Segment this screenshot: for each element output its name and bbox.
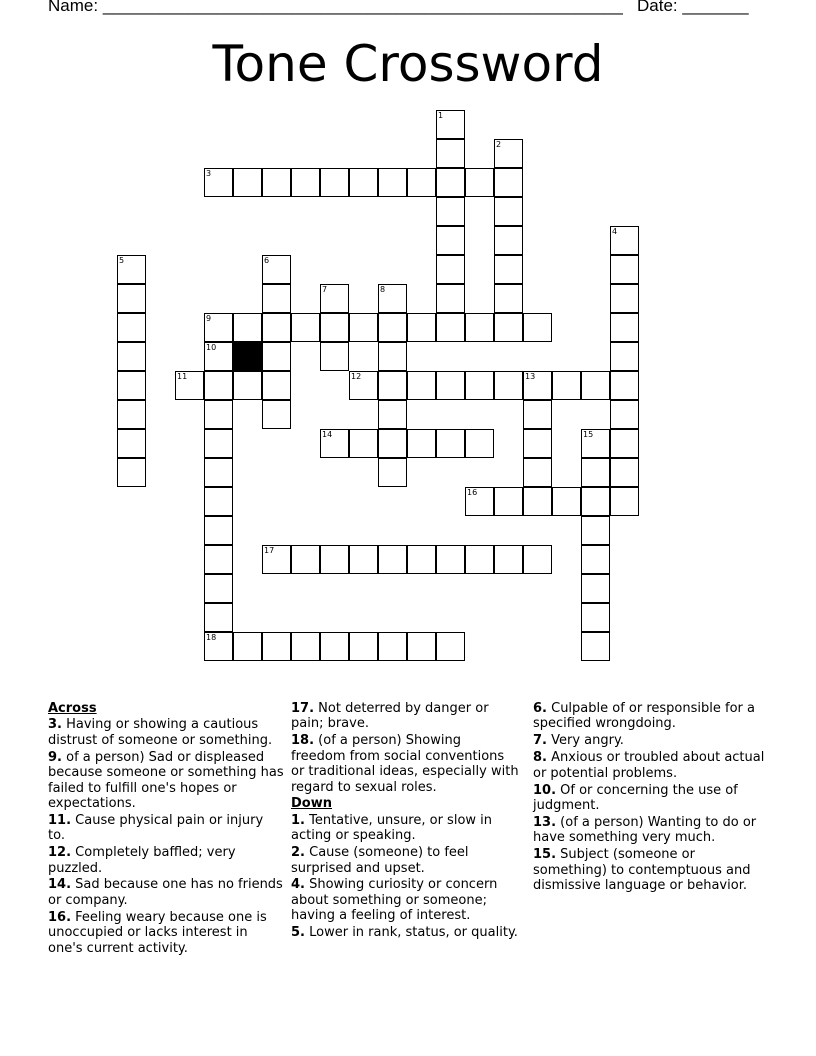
grid-cell[interactable]: [581, 574, 610, 603]
grid-cell[interactable]: [436, 545, 465, 574]
grid-cell[interactable]: [262, 284, 291, 313]
grid-cell[interactable]: [204, 545, 233, 574]
grid-cell[interactable]: [262, 255, 291, 284]
clue-number: 2.: [291, 845, 305, 861]
clues-column-3: [533, 701, 765, 895]
grid-cell[interactable]: [262, 632, 291, 661]
grid-cell[interactable]: [349, 632, 378, 661]
clue-text: Very angry.: [546, 733, 624, 749]
grid-cell[interactable]: [262, 313, 291, 342]
grid-cell[interactable]: [581, 371, 610, 400]
grid-cell[interactable]: [436, 371, 465, 400]
clue-item: [533, 733, 765, 748]
clue-item: [533, 701, 765, 732]
clue-item: [48, 717, 284, 748]
grid-cell[interactable]: [378, 342, 407, 371]
grid-cell[interactable]: [581, 429, 610, 458]
grid-cell[interactable]: [117, 284, 146, 313]
grid-block: [233, 342, 262, 371]
clue-text: Having or showing a cautious distrust of someone or something.: [48, 717, 273, 748]
grid-cell[interactable]: [204, 516, 233, 545]
grid-cell[interactable]: [494, 255, 523, 284]
clue-text: Tentative, unsure, or slow in acting or speaking.: [291, 812, 493, 844]
grid-cell[interactable]: [378, 458, 407, 487]
grid-cell[interactable]: [320, 429, 349, 458]
grid-cell[interactable]: [494, 313, 523, 342]
grid-cell[interactable]: [349, 429, 378, 458]
grid-cell[interactable]: [407, 429, 436, 458]
clue-number: 14.: [48, 877, 72, 893]
grid-cell[interactable]: [262, 371, 291, 400]
grid-cell[interactable]: [436, 429, 465, 458]
clue-text: Of or concerning the use of judgment.: [533, 782, 738, 813]
grid-cell[interactable]: [175, 371, 204, 400]
grid-cell[interactable]: [204, 313, 233, 342]
grid-cell[interactable]: [436, 632, 465, 661]
grid-cell[interactable]: [378, 545, 407, 574]
grid-cell[interactable]: [378, 371, 407, 400]
date-label: Date:: [637, 0, 678, 15]
clue-number-label: 15: [583, 430, 594, 439]
clue-number-label: 7: [322, 285, 328, 294]
clue-number: 3.: [48, 717, 62, 733]
grid-cell[interactable]: [610, 371, 639, 400]
grid-cell[interactable]: [494, 545, 523, 574]
grid-cell[interactable]: [233, 313, 262, 342]
grid-cell[interactable]: [378, 429, 407, 458]
clue-text: Cause (someone) to feel surprised and upset.: [291, 845, 469, 876]
grid-cell[interactable]: [262, 342, 291, 371]
clue-text: Showing curiosity or concern about something or someone; having a feeling of interest.: [291, 877, 498, 924]
grid-cell[interactable]: [204, 574, 233, 603]
grid-cell[interactable]: [610, 400, 639, 429]
grid-cell[interactable]: [291, 313, 320, 342]
grid-cell[interactable]: [581, 516, 610, 545]
grid-cell[interactable]: [610, 458, 639, 487]
clue-number-label: 13: [525, 372, 536, 381]
grid-cell[interactable]: [117, 371, 146, 400]
clue-number: 11.: [48, 812, 72, 828]
clue-number-label: 9: [206, 314, 212, 323]
clue-text: (of a person) Showing freedom from social conventions or traditional ideas, especially with regard to sexual roles.: [291, 733, 519, 795]
clue-text: Subject (someone or something) to contemptuous and dismissive language or behavior.: [533, 847, 751, 893]
grid-cell[interactable]: [117, 255, 146, 284]
grid-cell[interactable]: [494, 226, 523, 255]
clue-item: [533, 750, 765, 781]
clue-item: [291, 813, 519, 844]
grid-cell[interactable]: [436, 255, 465, 284]
clue-number: 5.: [291, 925, 305, 941]
grid-cell[interactable]: [407, 545, 436, 574]
grid-cell[interactable]: [378, 313, 407, 342]
grid-cell[interactable]: [581, 632, 610, 661]
clue-text: (of a person) Wanting to do or have something very much.: [533, 814, 757, 846]
clue-number-label: 5: [119, 256, 125, 265]
grid-cell[interactable]: [552, 487, 581, 516]
grid-cell[interactable]: [117, 342, 146, 371]
grid-cell[interactable]: [204, 603, 233, 632]
grid-cell[interactable]: [204, 168, 233, 197]
grid-cell[interactable]: [262, 168, 291, 197]
grid-cell[interactable]: [523, 371, 552, 400]
clue-number: 10.: [533, 782, 557, 798]
grid-cell[interactable]: [523, 400, 552, 429]
clue-item: [48, 813, 284, 844]
grid-cell[interactable]: [610, 255, 639, 284]
clue-number: 12.: [48, 845, 72, 861]
date-blank[interactable]: _______: [682, 0, 749, 15]
clue-number: 8.: [533, 750, 547, 766]
page-title: Tone Crossword: [212, 35, 604, 93]
grid-cell[interactable]: [320, 168, 349, 197]
clue-text: Lower in rank, status, or quality.: [304, 925, 518, 941]
grid-cell[interactable]: [378, 168, 407, 197]
grid-cell[interactable]: [436, 313, 465, 342]
clue-item: [48, 845, 284, 876]
grid-cell[interactable]: [436, 168, 465, 197]
grid-cell[interactable]: [523, 313, 552, 342]
across-heading: Across: [48, 701, 97, 716]
clue-number-label: 18: [206, 633, 217, 642]
grid-cell[interactable]: [117, 429, 146, 458]
clue-item: [533, 783, 765, 814]
grid-cell[interactable]: [436, 197, 465, 226]
clue-number: 17.: [291, 701, 315, 716]
grid-cell[interactable]: [262, 545, 291, 574]
clue-item: [291, 733, 519, 795]
clue-number-label: 17: [264, 546, 275, 555]
clue-number: 15.: [533, 847, 557, 863]
clue-item: [291, 701, 519, 732]
across-clue-list: [48, 717, 284, 956]
grid-cell[interactable]: [465, 487, 494, 516]
name-blank[interactable]: _______________________________________________________: [102, 0, 623, 15]
grid-cell[interactable]: [436, 110, 465, 139]
clue-item: [533, 815, 765, 846]
clue-number-label: 6: [264, 256, 270, 265]
grid-cell[interactable]: [552, 371, 581, 400]
clue-number: 13.: [533, 814, 557, 830]
grid-cell[interactable]: [581, 487, 610, 516]
grid-cell[interactable]: [494, 139, 523, 168]
grid-cell[interactable]: [291, 168, 320, 197]
grid-cell[interactable]: [233, 371, 262, 400]
grid-cell[interactable]: [204, 371, 233, 400]
down-heading: Down: [291, 796, 332, 812]
grid-cell[interactable]: [349, 168, 378, 197]
grid-cell[interactable]: [320, 313, 349, 342]
grid-cell[interactable]: [204, 400, 233, 429]
grid-cell[interactable]: [378, 632, 407, 661]
across-clue-list-continued: [291, 701, 519, 795]
clue-text: Culpable of or responsible for a specified wrongdoing.: [533, 701, 755, 732]
grid-cell[interactable]: [465, 371, 494, 400]
grid-cell[interactable]: [117, 313, 146, 342]
clue-number: 6.: [533, 701, 547, 716]
grid-cell[interactable]: [610, 487, 639, 516]
grid-cell[interactable]: [204, 487, 233, 516]
grid-cell[interactable]: [291, 545, 320, 574]
grid-cell[interactable]: [349, 545, 378, 574]
clue-number-label: 10: [206, 343, 217, 352]
grid-cell[interactable]: [407, 632, 436, 661]
grid-cell[interactable]: [523, 429, 552, 458]
grid-cell[interactable]: [610, 226, 639, 255]
grid-cell[interactable]: [349, 371, 378, 400]
grid-cell[interactable]: [407, 168, 436, 197]
grid-cell[interactable]: [581, 545, 610, 574]
grid-cell[interactable]: [465, 168, 494, 197]
grid-cell[interactable]: [436, 226, 465, 255]
clue-number: 4.: [291, 877, 305, 893]
clue-number-label: 2: [496, 140, 502, 149]
down-clue-list-continued: [533, 701, 765, 893]
grid-cell[interactable]: [610, 429, 639, 458]
grid-cell[interactable]: [204, 342, 233, 371]
clue-number: 18.: [291, 733, 315, 749]
grid-cell[interactable]: [407, 371, 436, 400]
clue-text: Anxious or troubled about actual or potential problems.: [533, 750, 765, 781]
down-clue-list: [291, 813, 519, 941]
clue-text: Feeling weary because one is unoccupied or lacks interest in one's current activity.: [48, 909, 267, 956]
grid-cell[interactable]: [523, 545, 552, 574]
grid-cell[interactable]: [494, 487, 523, 516]
grid-cell[interactable]: [436, 139, 465, 168]
grid-cell[interactable]: [610, 342, 639, 371]
clue-text: Cause physical pain or injury to.: [48, 812, 264, 844]
clue-number-label: 3: [206, 169, 212, 178]
grid-cell[interactable]: [291, 632, 320, 661]
grid-cell[interactable]: [262, 400, 291, 429]
clue-number-label: 4: [612, 227, 618, 236]
grid-cell[interactable]: [117, 458, 146, 487]
grid-cell[interactable]: [581, 458, 610, 487]
grid-cell[interactable]: [320, 342, 349, 371]
grid-cell[interactable]: [233, 168, 262, 197]
clue-text: of a person) Sad or displeased because someone or something has failed to fulfill one's hopes or expectations.: [48, 749, 284, 811]
clue-item: [291, 877, 519, 923]
clue-number: 1.: [291, 812, 305, 828]
clue-item: [291, 925, 519, 940]
clue-item: [533, 847, 765, 893]
grid-cell[interactable]: [407, 313, 436, 342]
name-label: Name:: [48, 0, 99, 15]
grid-cell[interactable]: [233, 632, 262, 661]
clue-number-label: 14: [322, 430, 333, 439]
clue-number: 16.: [48, 909, 72, 925]
grid-cell[interactable]: [378, 400, 407, 429]
grid-cell[interactable]: [610, 313, 639, 342]
grid-cell[interactable]: [349, 313, 378, 342]
clues-column-1: [48, 701, 284, 958]
grid-cell[interactable]: [204, 632, 233, 661]
clue-number-label: 12: [351, 372, 362, 381]
clue-item: [48, 877, 284, 908]
clue-number-label: 8: [380, 285, 386, 294]
grid-cell[interactable]: [523, 487, 552, 516]
clue-number-label: 1: [438, 111, 444, 120]
clue-number: 7.: [533, 733, 547, 749]
grid-cell[interactable]: [465, 429, 494, 458]
grid-cell[interactable]: [117, 400, 146, 429]
clue-number-label: 11: [177, 372, 188, 381]
grid-cell[interactable]: [320, 545, 349, 574]
clue-number-label: 16: [467, 488, 478, 497]
grid-cell[interactable]: [320, 632, 349, 661]
clue-text: Completely baffled; very puzzled.: [48, 845, 236, 876]
grid-cell[interactable]: [494, 284, 523, 313]
clue-item: [48, 910, 284, 956]
clue-item: [291, 845, 519, 876]
grid-cell[interactable]: [378, 284, 407, 313]
clue-text: Sad because one has no friends or company.: [48, 877, 283, 908]
grid-cell[interactable]: [204, 458, 233, 487]
grid-cell[interactable]: [465, 313, 494, 342]
clue-item: [48, 750, 284, 812]
clues-column-2: [291, 701, 519, 942]
grid-cell[interactable]: [320, 284, 349, 313]
grid-cell[interactable]: [436, 284, 465, 313]
grid-cell[interactable]: [204, 429, 233, 458]
grid-cell[interactable]: [494, 371, 523, 400]
grid-cell[interactable]: [581, 603, 610, 632]
clue-text: Not deterred by danger or pain; brave.: [291, 701, 489, 732]
clue-number: 9.: [48, 749, 62, 765]
grid-cell[interactable]: [523, 458, 552, 487]
grid-cell[interactable]: [610, 284, 639, 313]
grid-cell[interactable]: [494, 197, 523, 226]
grid-cell[interactable]: [494, 168, 523, 197]
grid-cell[interactable]: [465, 545, 494, 574]
